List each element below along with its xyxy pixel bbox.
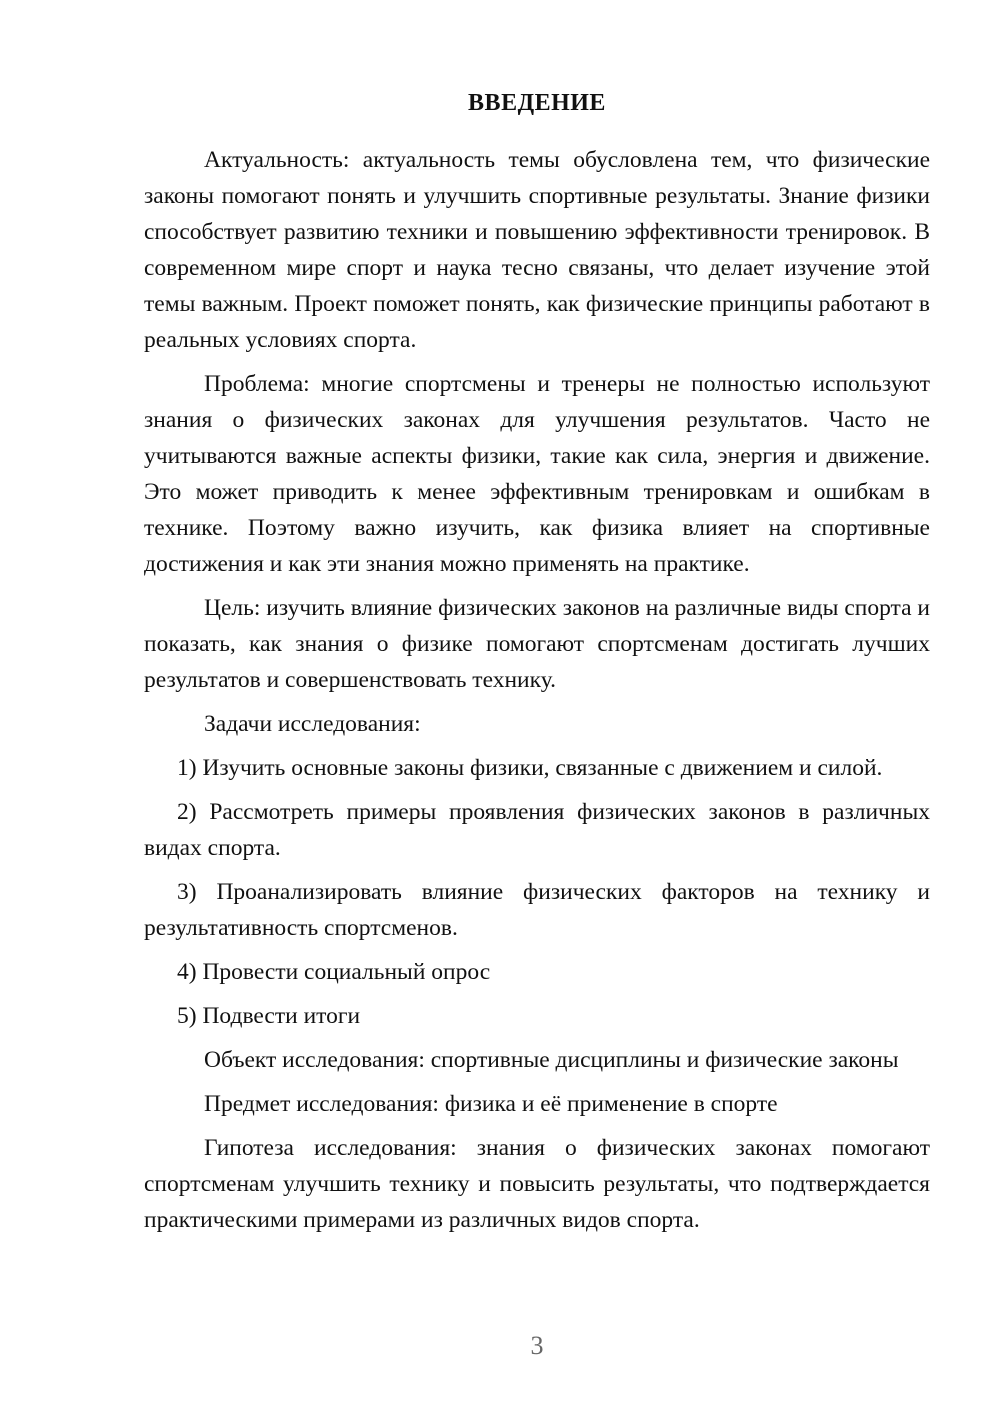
paragraph-tasks-heading: Задачи исследования: xyxy=(204,711,421,737)
task-item-2: 2) Рассмотреть примеры проявления физических законов в различных видах спорта. xyxy=(144,799,930,861)
paragraph-relevance: Актуальность: актуальность темы обусловлена тем, что физические законы помогают понять и улучшить спортивные результаты. Знание физики способствует развитию техники и повышению эффективности тренировок. В современном мире спорт и наука тесно связаны, что делает изучение этой темы важным. Проект поможет понять, как физические принципы работают в реальных условиях спорта. xyxy=(144,147,930,353)
task-item-4: 4) Провести социальный опрос xyxy=(177,959,491,985)
paragraph-subject: Предмет исследования: физика и её применение в спорте xyxy=(204,1091,778,1117)
task-item-1: 1) Изучить основные законы физики, связанные с движением и силой. xyxy=(177,755,883,781)
page-title: ВВЕДЕНИЕ xyxy=(468,90,606,116)
task-item-5: 5) Подвести итоги xyxy=(177,1003,361,1029)
paragraph-hypothesis: Гипотеза исследования: знания о физических законах помогают спортсменам улучшить технику и повысить результаты, что подтверждается практическими примерами из различных видов спорта. xyxy=(144,1135,930,1233)
paragraph-object: Объект исследования: спортивные дисциплины и физические законы xyxy=(204,1047,899,1073)
document-body xyxy=(144,85,930,1246)
paragraph-problem: Проблема: многие спортсмены и тренеры не полностью используют знания о физических законах для улучшения результатов. Часто не учитываются важные аспекты физики, такие как сила, энергия и движение. Это может приводить к менее эффективным тренировкам и ошибкам в технике. Поэтому важно изучить, как физика влияет на спортивные достижения и как эти знания можно применять на практике. xyxy=(144,371,930,577)
task-item-3: 3) Проанализировать влияние физических факторов на технику и результативность спортсменов. xyxy=(144,879,930,941)
paragraph-goal: Цель: изучить влияние физических законов на различные виды спорта и показать, как знания о физике помогают спортсменам достигать лучших результатов и совершенствовать технику. xyxy=(144,595,930,693)
page-number: 3 xyxy=(530,1331,544,1360)
